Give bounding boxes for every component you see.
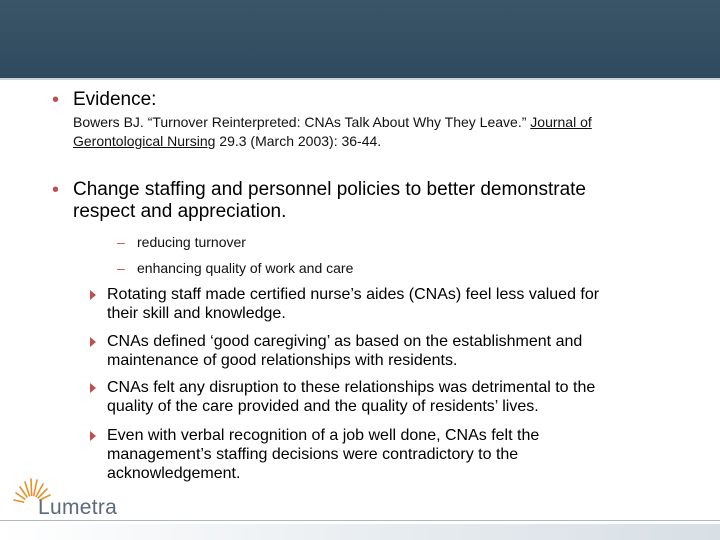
- finding-line: Rotating staff made certified nurse’s aides (CNAs) feel less valued for: [107, 286, 600, 303]
- arrow-bullet-icon: [90, 290, 96, 300]
- citation-journal-line1: Journal of: [530, 114, 592, 130]
- arrow-bullet-icon: [90, 383, 96, 393]
- finding-line: management’s staffing decisions were contradictory to the: [107, 446, 519, 463]
- header-divider: [0, 78, 720, 80]
- finding-line: maintenance of good relationships with residents.: [107, 352, 458, 369]
- citation-authors-title: Bowers BJ. “Turnover Reinterpreted: CNAs Talk About Why They Leave.”: [73, 114, 531, 130]
- finding-item: [107, 378, 697, 416]
- policy-statement: [73, 179, 693, 223]
- footer-gradient-bar: [0, 524, 720, 540]
- footer-divider: [0, 520, 720, 521]
- lumetra-logo: Lumetra: [38, 496, 118, 519]
- sub-item-label: enhancing quality of work and care: [137, 260, 354, 276]
- arrow-bullet-icon: [90, 431, 96, 441]
- policy-line-2: respect and appreciation.: [73, 201, 287, 222]
- finding-line: CNAs defined ‘good caregiving’ as based on the establishment and: [107, 333, 583, 350]
- dash-icon: –: [117, 234, 125, 250]
- finding-item: [107, 426, 697, 483]
- finding-line: quality of the care provided and the quality of residents’ lives.: [107, 398, 539, 415]
- bullet-icon: •: [52, 89, 60, 111]
- finding-line: Even with verbal recognition of a job well done, CNAs felt the: [107, 427, 540, 444]
- finding-line: CNAs felt any disruption to these relationships was detrimental to the: [107, 379, 596, 396]
- dash-icon: –: [117, 260, 125, 276]
- sub-item-label: reducing turnover: [137, 234, 246, 250]
- slide-header-bar: [0, 0, 720, 78]
- arrow-bullet-icon: [90, 337, 96, 347]
- evidence-heading: Evidence:: [73, 89, 157, 110]
- finding-line: acknowledgement.: [107, 465, 241, 482]
- bullet-icon: •: [52, 179, 60, 201]
- citation-volume: 29.3 (March 2003): 36-44.: [215, 133, 382, 149]
- sub-item: [117, 259, 353, 277]
- citation: [73, 113, 683, 151]
- finding-item: [107, 285, 697, 323]
- finding-line: their skill and knowledge.: [107, 305, 286, 322]
- policy-line-1: Change staffing and personnel policies to better demonstrate: [73, 179, 586, 200]
- finding-item: [107, 332, 697, 370]
- sub-item: [117, 233, 246, 251]
- citation-journal-line2: Gerontological Nursing: [73, 133, 216, 149]
